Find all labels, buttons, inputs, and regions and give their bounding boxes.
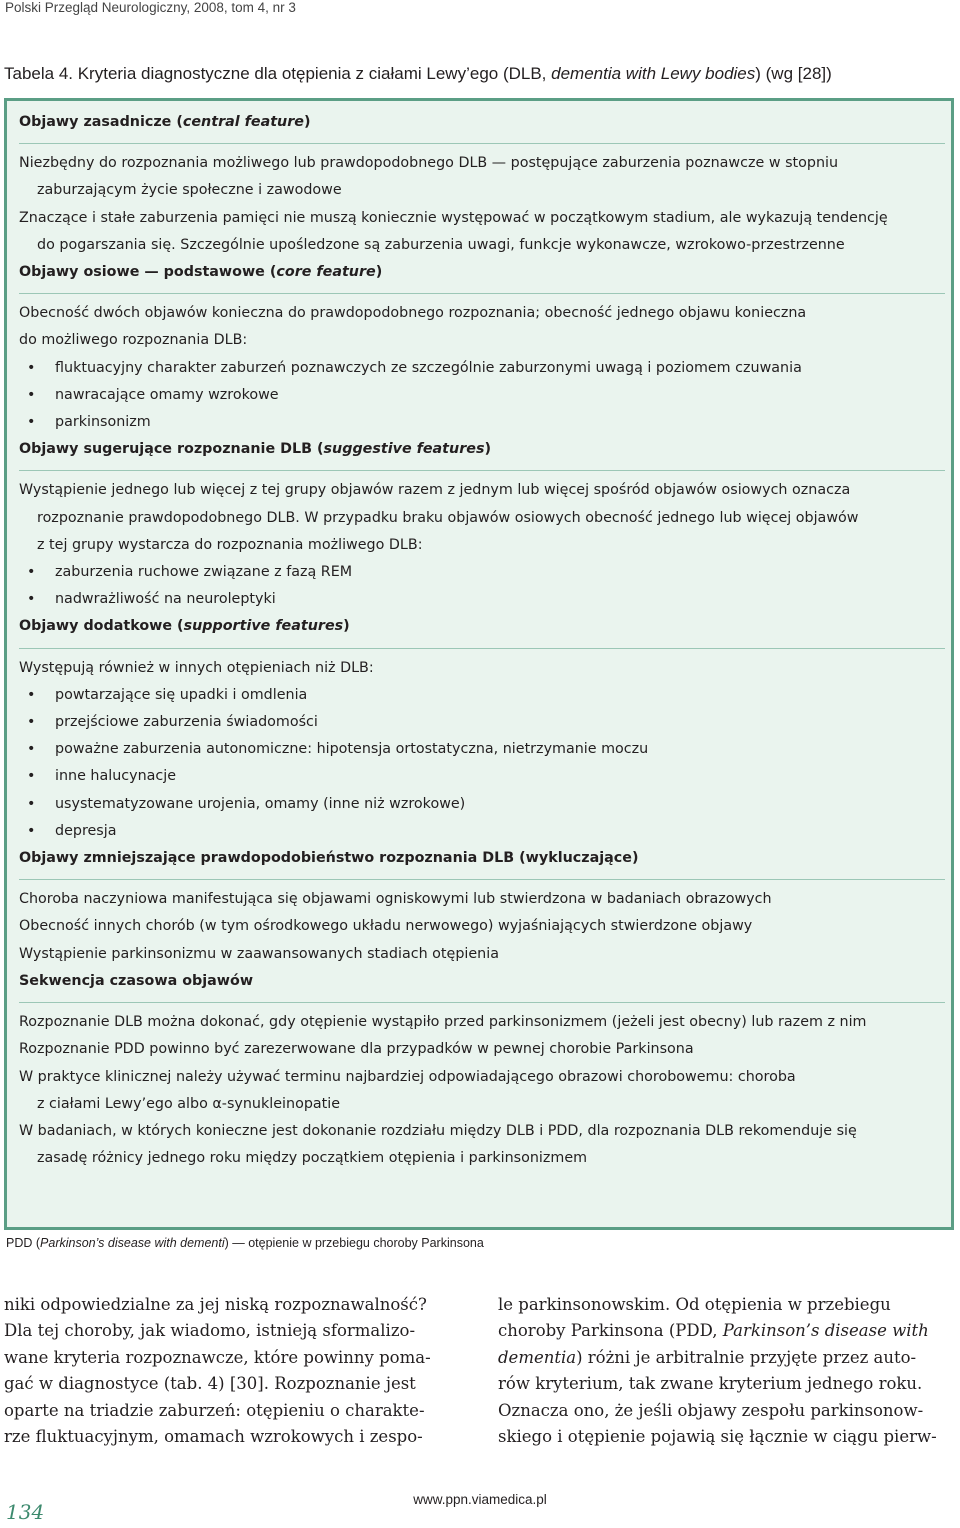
heading-text: Objawy osiowe — podstawowe ( [19, 264, 277, 281]
table-line: rozpoznanie prawdopodobnego DLB. W przypadku braku objawów osiowych obecność jednego lub więcej objawów [37, 509, 859, 526]
section-heading-central [19, 109, 945, 136]
bullet-item [19, 586, 945, 613]
table-line: Wystąpienie jednego lub więcej z tej grupy objawów razem z jednym lub więcej spośród objawów osiowych oznacza [19, 482, 851, 499]
journal-website: www.ppn.viamedica.pl [413, 1492, 547, 1507]
bullet-text: przejściowe zaburzenia świadomości [55, 714, 318, 731]
bullet-item [19, 763, 945, 790]
bullet-icon: • [27, 686, 36, 703]
body-line: Dla tej choroby, jak wiadomo, istnieją sformalizo- [4, 1321, 416, 1341]
divider [19, 293, 945, 294]
table-content [19, 109, 945, 1172]
bullet-text: fluktuacyjny charakter zaburzeń poznawczych ze szczególnie zaburzonymi uwagą i poziomem czuwania [55, 359, 802, 376]
bullet-text: powtarzające się upadki i omdlenia [55, 686, 308, 703]
bullet-text: depresja [55, 822, 117, 839]
heading-end: ) [375, 264, 383, 281]
table-title [4, 64, 954, 84]
bullet-icon: • [27, 822, 36, 839]
footnote-italic: Parkinson’s disease with dementi [40, 1236, 225, 1250]
body-italic: Parkinson’s disease with [722, 1321, 929, 1341]
section-heading-core [19, 259, 945, 286]
table-line: do pogarszania się. Szczególnie upośledzone są zaburzenia uwagi, funkcje wykonawcze, wzrokowo-przestrzenne [37, 236, 845, 253]
table-line: zaburzającym życie społeczne i zawodowe [37, 182, 342, 199]
table-line: Obecność dwóch objawów konieczna do prawdopodobnego rozpoznania; obecność jednego objawu konieczna [19, 305, 807, 322]
table-title-italic: dementia with Lewy bodies [551, 64, 756, 83]
body-column-left [4, 1292, 460, 1450]
table-line: Choroba naczyniowa manifestująca się objawami ogniskowymi lub stwierdzona w badaniach obrazowych [19, 891, 772, 908]
body-line [498, 1345, 954, 1371]
table-line: z ciałami Lewy’ego albo α-synukleinopatie [37, 1095, 341, 1112]
body-line [498, 1318, 954, 1344]
bullet-item [19, 791, 945, 818]
body-line: rze fluktuacyjnym, omamach wzrokowych i zespo- [4, 1427, 423, 1447]
heading-text: Objawy dodatkowe ( [19, 618, 184, 635]
footnote-text: PDD ( [6, 1236, 41, 1250]
divider [19, 648, 945, 649]
bullet-item [19, 409, 945, 436]
heading-end: ) [303, 114, 311, 130]
bullet-icon: • [27, 414, 36, 431]
body-line: gać w diagnostyce (tab. 4) [30]. Rozpoznanie jest [4, 1374, 416, 1394]
body-text: choroby Parkinsona (PDD, [498, 1321, 723, 1341]
body-text: ) różni je arbitralnie przyjęte przez auto- [576, 1347, 917, 1367]
bullet-item [19, 382, 945, 409]
table-line: W badaniach, w których konieczne jest dokonanie rozdziału między DLB i PDD, dla rozpoznania DLB rekomenduje się [19, 1122, 857, 1139]
running-head: Polski Przegląd Neurologiczny, 2008, tom 4, nr 3 [5, 0, 296, 15]
bullet-text: usystematyzowane urojenia, omamy (inne niż wzrokowe) [55, 795, 466, 812]
divider [19, 1002, 945, 1003]
body-line: skiego i otępienie pojawią się łącznie w ciągu pierw- [498, 1427, 937, 1447]
divider [19, 879, 945, 880]
body-line: le parkinsonowskim. Od otępienia w przebiegu [498, 1295, 891, 1314]
table-line: W praktyce klinicznej należy używać terminu najbardziej odpowiadającego obrazowi chorobowemu: choroba [19, 1068, 796, 1085]
body-line: Oznacza ono, że jeśli objawy zespołu parkinsonow- [498, 1400, 924, 1420]
heading-italic: central feature [182, 114, 304, 130]
bullet-text: zaburzenia ruchowe związane z fazą REM [55, 564, 353, 581]
body-line: oparte na triadzie zaburzeń: otępieniu o charakte- [4, 1400, 425, 1420]
heading-italic: core feature [276, 264, 376, 281]
table-footnote [6, 1236, 484, 1250]
table-line: Występują również w innych otępieniach niż DLB: [19, 659, 374, 676]
body-line: wane kryteria rozpoznawcze, które powinny poma- [4, 1347, 431, 1367]
bullet-text: parkinsonizm [55, 414, 151, 431]
section-heading-exclusion: Objawy zmniejszające prawdopodobieństwo rozpoznania DLB (wykluczające) [19, 850, 639, 867]
table-line: Obecność innych chorób (w tym ośrodkowego układu nerwowego) wyjaśniających stwierdzone objawy [19, 918, 753, 935]
body-italic: dementia [498, 1347, 577, 1367]
table-line: Rozpoznanie PDD powinno być zarezerwowane dla przypadków w pewnej chorobie Parkinsona [19, 1041, 694, 1058]
bullet-icon: • [27, 359, 36, 376]
criteria-table [4, 98, 954, 1230]
heading-text: Objawy zasadnicze ( [19, 114, 183, 130]
bullet-icon: • [27, 768, 36, 785]
heading-end: ) [343, 618, 350, 635]
bullet-text: inne halucynacje [55, 768, 177, 785]
bullet-icon: • [27, 714, 36, 731]
table-line: Rozpoznanie DLB można dokonać, gdy otępienie wystąpiło przed parkinsonizmem (jeżeli jest obecny) lub razem z nim [19, 1014, 867, 1031]
bullet-item [19, 559, 945, 586]
table-line: zasadę różnicy jednego roku między początkiem otępienia i parkinsonizmem [37, 1150, 588, 1167]
bullet-item [19, 682, 945, 709]
divider [19, 143, 945, 144]
section-heading-supportive [19, 613, 945, 640]
bullet-item [19, 736, 945, 763]
bullet-item [19, 709, 945, 736]
table-line: do możliwego rozpoznania DLB: [19, 332, 248, 349]
bullet-icon: • [27, 591, 36, 608]
body-column-right [498, 1292, 954, 1450]
table-title-part: Tabela 4. Kryteria diagnostyczne dla otępienia z ciałami Lewy’ego (DLB, [4, 64, 552, 83]
table-line: Wystąpienie parkinsonizmu w zaawansowanych stadiach otępienia [19, 945, 499, 962]
heading-text: Objawy sugerujące rozpoznanie DLB ( [19, 441, 324, 458]
body-line: niki odpowiedzialne za jej niską rozpoznawalność? [4, 1295, 427, 1314]
bullet-icon: • [27, 795, 36, 812]
bullet-icon: • [27, 741, 36, 758]
section-heading-sequence: Sekwencja czasowa objawów [19, 972, 254, 989]
table-line: Znaczące i stałe zaburzenia pamięci nie muszą koniecznie występować w początkowym stadium, ale wykazują tendencję [19, 209, 888, 226]
table-line: z tej grupy wystarcza do rozpoznania możliwego DLB: [37, 536, 423, 553]
divider [19, 470, 945, 471]
heading-italic: supportive features [183, 618, 344, 635]
heading-italic: suggestive features [323, 441, 485, 458]
bullet-icon: • [27, 564, 36, 581]
bullet-text: nadwrażliwość na neuroleptyki [55, 591, 276, 608]
heading-end: ) [484, 441, 492, 458]
bullet-text: poważne zaburzenia autonomiczne: hipotensja ortostatyczna, nietrzymanie moczu [55, 741, 649, 758]
bullet-item [19, 818, 945, 845]
table-line: Niezbędny do rozpoznania możliwego lub prawdopodobnego DLB — postępujące zaburzenia poznawcze w stopniu [19, 155, 839, 172]
bullet-icon: • [27, 386, 36, 403]
table-title-end: ) (wg [28]) [755, 64, 832, 83]
bullet-item [19, 355, 945, 382]
page-number: 134 [6, 1500, 45, 1524]
section-heading-suggestive [19, 436, 945, 463]
bullet-text: nawracające omamy wzrokowe [55, 386, 279, 403]
body-line: rów kryterium, tak zwane kryterium jednego roku. [498, 1374, 923, 1394]
footnote-end: ) — otępienie w przebiegu choroby Parkinsona [224, 1236, 484, 1250]
